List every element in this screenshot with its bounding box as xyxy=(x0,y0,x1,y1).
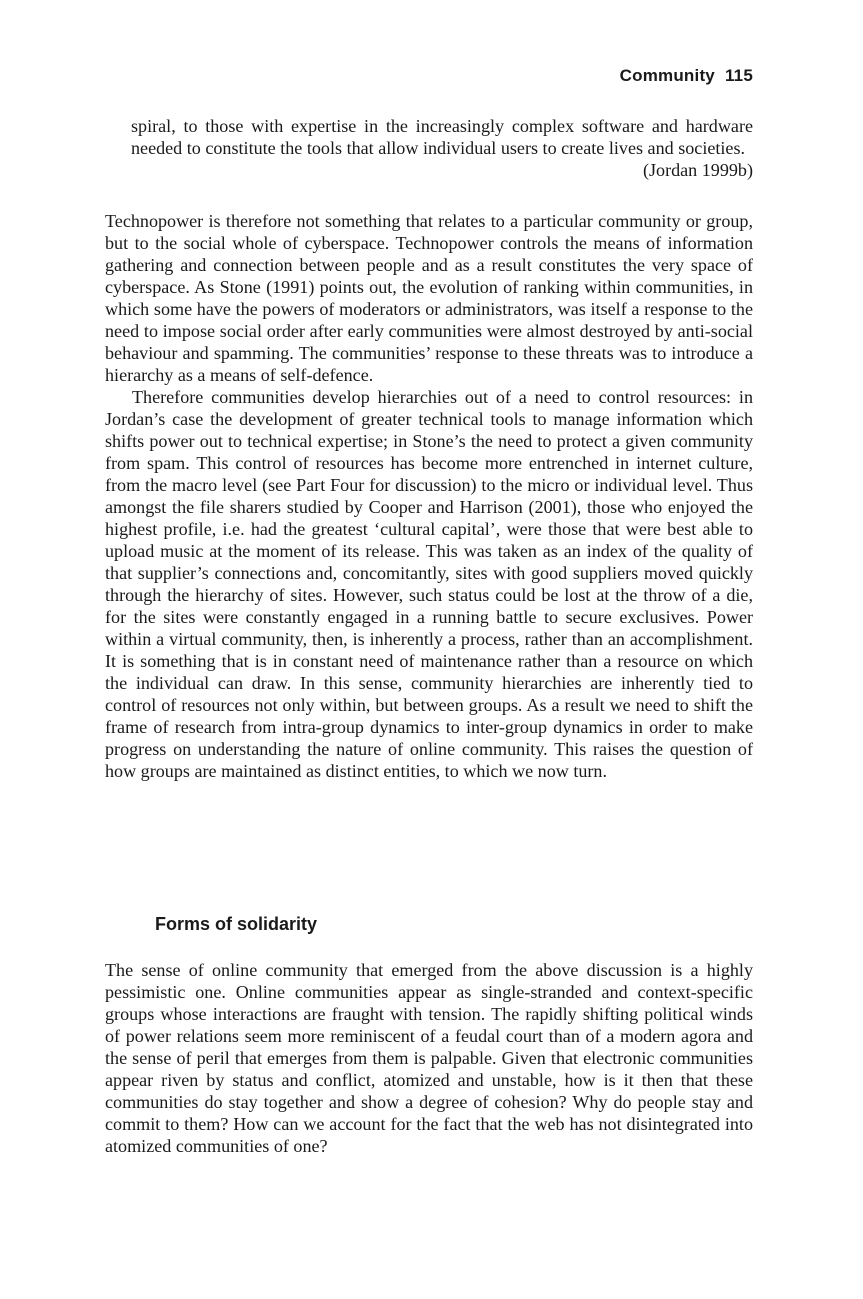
quote-text: spiral, to those with expertise in the increasingly complex software and hardware needed to constitute the tools that allow individual users to create lives and societies. xyxy=(131,116,753,158)
body-paragraph-1: Technopower is therefore not something that relates to a particular community or group, but to the social whole of cyberspace. Technopower controls the means of information gathering and connection between people and as a result constitutes the very space of cyberspace. As Stone (1991) points out, the evolution of ranking within communities, in which some have the powers of moderators or administrators, was itself a response to the need to impose social order after early communities were almost destroyed by anti-social behaviour and spamming. The communities’ response to these threats was to introduce a hierarchy as a means of self-defence. xyxy=(105,211,753,385)
header-section-title: Community xyxy=(619,66,715,85)
section-heading: Forms of solidarity xyxy=(155,914,318,934)
running-header xyxy=(620,66,753,86)
page-number: 115 xyxy=(724,66,753,85)
section-body-text xyxy=(105,959,753,1157)
block-quote xyxy=(131,115,753,181)
body-text xyxy=(105,210,753,782)
section-paragraph-1: The sense of online community that emerged from the above discussion is a highly pessimistic one. Online communities appear as single-stranded and context-specific groups whose interactions are fraught with tension. The rapidly shifting political winds of power relations seem more reminiscent of a feudal court than of a modern agora and the sense of peril that emerges from them is palpable. Given that electronic communities appear riven by status and conflict, atomized and unstable, how is it then that these communities do stay together and show a degree of cohesion? Why do people stay and commit to them? How can we account for the fact that the web has not disintegrated into atomized communities of one? xyxy=(105,960,753,1156)
body-paragraph-2: Therefore communities develop hierarchies out of a need to control resources: in Jordan’s case the development of greater technical tools to manage information which shifts power out to technical expertise; in Stone’s the need to protect a given community from spam. This control of resources has become more entrenched in internet culture, from the macro level (see Part Four for discussion) to the micro or individual level. Thus amongst the file sharers studied by Cooper and Harrison (2001), those who enjoyed the highest profile, i.e. had the greatest ‘cultural capital’, were those that were best able to upload music at the moment of its release. This was taken as an index of the quality of that supplier’s connections and, concomitantly, sites with good suppliers moved quickly through the hierarchy of sites. However, such status could be lost at the throw of a die, for the sites were constantly engaged in a running battle to secure exclusives. Power within a virtual community, then, is inherently a process, rather than an accomplishment. It is something that is in constant need of maintenance rather than a resource on which the individual can draw. In this sense, community hierarchies are inherently tied to control of resources not only within, but between groups. As a result we need to shift the frame of research from intra-group dynamics to inter-group dynamics in order to make progress on understanding the nature of online community. This raises the question of how groups are maintained as distinct entities, to which we now turn. xyxy=(105,387,753,781)
quote-citation: (Jordan 1999b) xyxy=(642,160,753,180)
